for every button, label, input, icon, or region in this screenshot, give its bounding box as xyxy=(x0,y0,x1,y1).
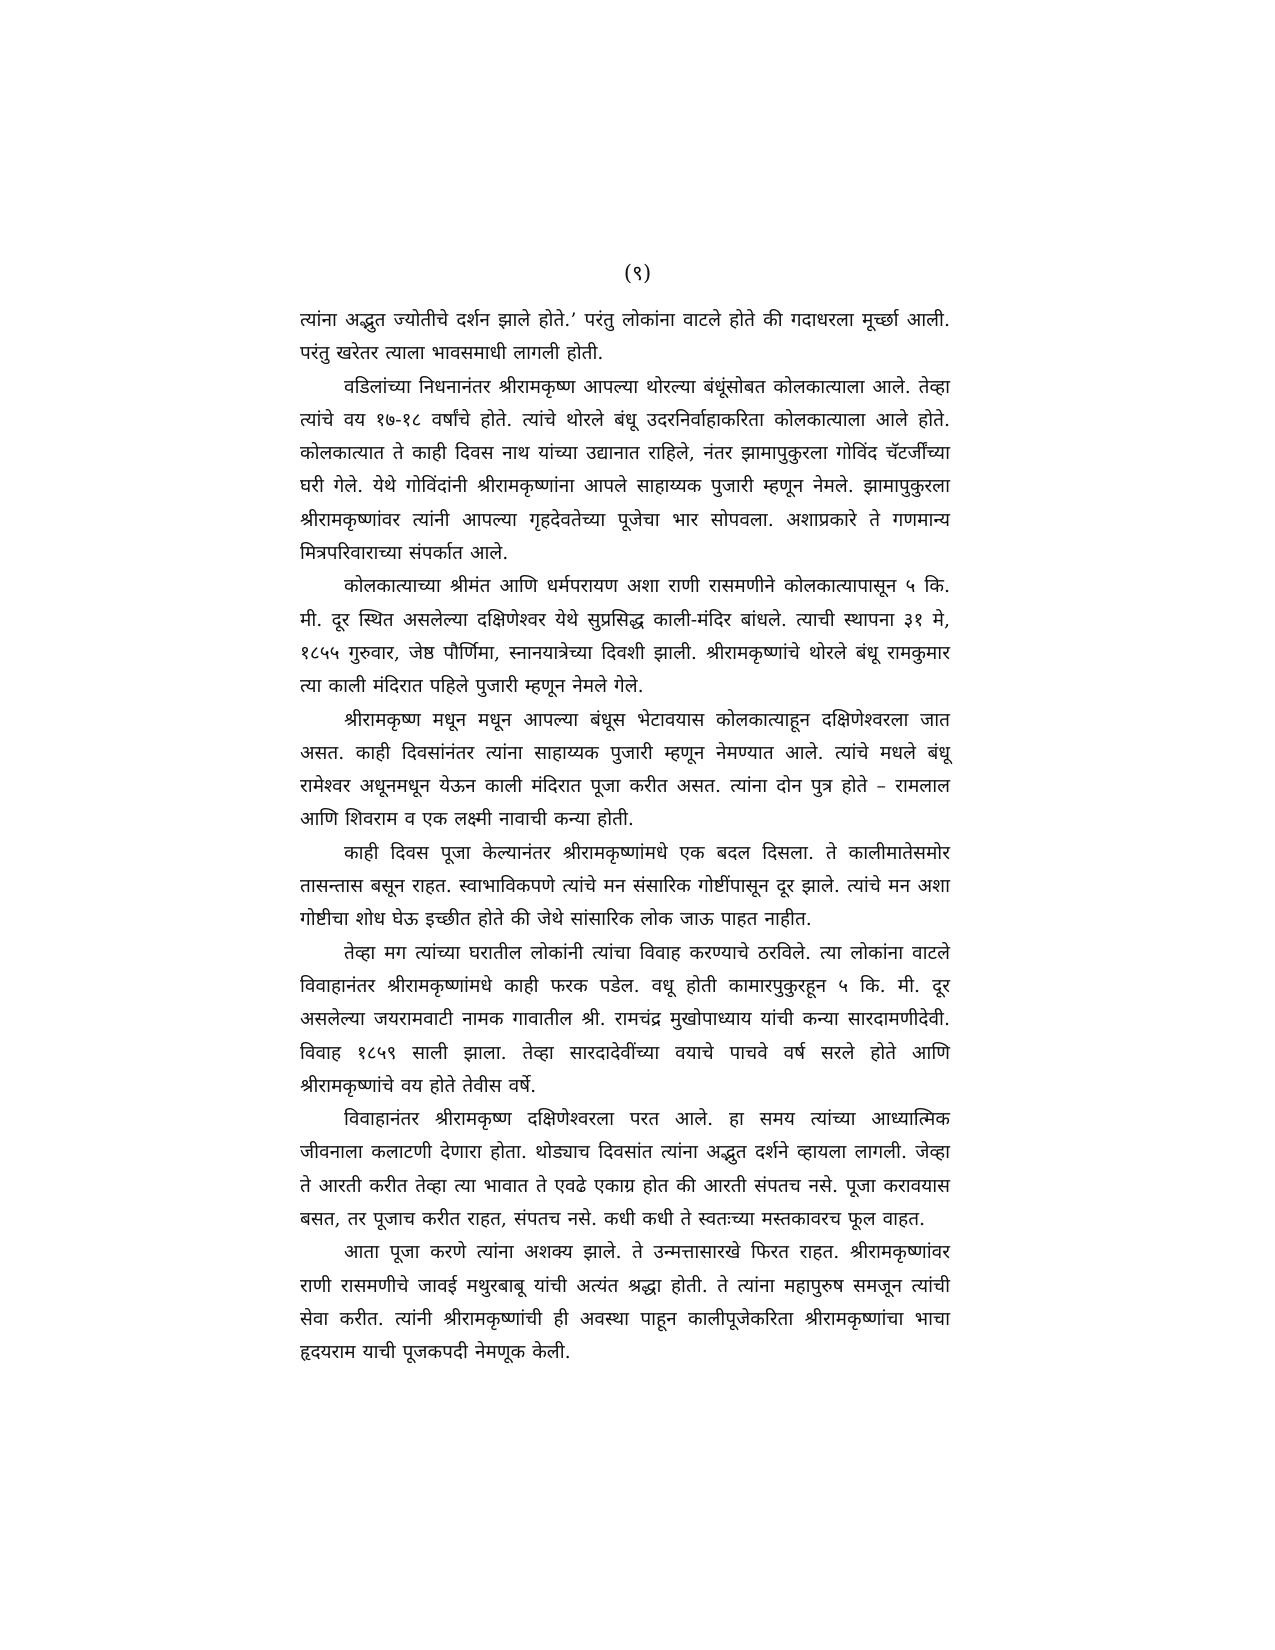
paragraph-6: तेव्हा मग त्यांच्या घरातील लोकांनी त्यांचा विवाह करण्याचे ठरविले. त्या लोकांना वाटले विवाहानंतर श्रीरामकृष्णांमधे काही फरक पडेल. वधू होती कामारपुकुरहून ५ कि. मी. दूर असलेल्या जयरामवाटी नामक गावातील श्री. रामचंद्र मुखोपाध्याय यांची कन्या सारदामणीदेवी. विवाह १८५९ साली झाला. तेव्हा सारदादेवींच्या वयाचे पाचवे वर्ष सरले होते आणि श्रीरामकृष्णांचे वय होते तेवीस वर्षे. xyxy=(300,941,950,1097)
paragraph-7: विवाहानंतर श्रीरामकृष्ण दक्षिणेश्वरला परत आले. हा समय त्यांच्या आध्यात्मिक जीवनाला कलाटणी देणारा होता. थोड्याच दिवसांत त्यांना अद्भुत दर्शने व्हायला लागली. जेव्हा ते आरती करीत तेव्हा त्या भावात ते एवढे एकाग्र होत की आरती संपतच नसे. पूजा करावयास बसत, तर पूजाच करीत राहत, संपतच नसे. कधी कधी ते स्वतःच्या मस्तकावरच फूल वाहत. xyxy=(300,1108,950,1231)
paragraph-4: श्रीरामकृष्ण मधून मधून आपल्या बंधूस भेटावयास कोलकात्याहून दक्षिणेश्वरला जात असत. काही दिवसांनंतर त्यांना साहाय्यक पुजारी म्हणून नेमण्यात आले. त्यांचे मधले बंधू रामेश्वर अधूनमधून येऊन काली मंदिरात पूजा करीत असत. त्यांना दोन पुत्र होते – रामलाल आणि शिवराम व एक लक्ष्मी नावाची कन्या होती. xyxy=(300,708,950,831)
paragraph-1: त्यांना अद्भुत ज्योतीचे दर्शन झाले होते.’ परंतु लोकांना वाटले होते की गदाधरला मूर्च्छा आली. परंतु खरेतर त्याला भावसमाधी लागली होती. xyxy=(300,309,950,365)
page-number: (९) xyxy=(623,261,652,285)
body-text xyxy=(300,304,950,1370)
paragraph-8: आता पूजा करणे त्यांना अशक्य झाले. ते उन्मत्तासारखे फिरत राहत. श्रीरामकृष्णांवर राणी रासमणीचे जावई मथुरबाबू यांची अत्यंत श्रद्धा होती. ते त्यांना महापुरुष समजून त्यांची सेवा करीत. त्यांनी श्रीरामकृष्णांची ही अवस्था पाहून कालीपूजेकरिता श्रीरामकृष्णांचा भाचा हृदयराम याची पूजकपदी नेमणूक केली. xyxy=(300,1241,950,1364)
paragraph-2: वडिलांच्या निधनानंतर श्रीरामकृष्ण आपल्या थोरल्या बंधूंसोबत कोलकात्याला आले. तेव्हा त्यांचे वय १७-१८ वर्षांचे होते. त्यांचे थोरले बंधू उदरनिर्वाहाकरिता कोलकात्याला आले होते. कोलकात्यात ते काही दिवस नाथ यांच्या उद्यानात राहिले, नंतर झामापुकुरला गोविंद चॅटर्जींच्या घरी गेले. येथे गोविंदांनी श्रीरामकृष्णांना आपले साहाय्यक पुजारी म्हणून नेमले. झामापुकुरला श्रीरामकृष्णांवर त्यांनी आपल्या गृहदेवतेच्या पूजेचा भार सोपवला. अशाप्रकारे ते गणमान्य मित्रपरिवाराच्या संपर्कात आले. xyxy=(300,375,950,565)
paragraph-3: कोलकात्याच्या श्रीमंत आणि धर्मपरायण अशा राणी रासमणीने कोलकात्यापासून ५ कि. मी. दूर स्थित असलेल्या दक्षिणेश्वर येथे सुप्रसिद्ध काली-मंदिर बांधले. त्याची स्थापना ३१ मे, १८५५ गुरुवार, जेष्ठ पौर्णिमा, स्नानयात्रेच्या दिवशी झाली. श्रीरामकृष्णांचे थोरले बंधू रामकुमार त्या काली मंदिरात पहिले पुजारी म्हणून नेमले गेले. xyxy=(300,575,950,698)
paragraph-5: काही दिवस पूजा केल्यानंतर श्रीरामकृष्णांमधे एक बदल दिसला. ते कालीमातेसमोर तासन्तास बसून राहत. स्वाभाविकपणे त्यांचे मन संसारिक गोष्टींपासून दूर झाले. त्यांचे मन अशा गोष्टीचा शोध घेऊ इच्छीत होते की जेथे सांसारिक लोक जाऊ पाहत नाहीत. xyxy=(300,841,950,931)
